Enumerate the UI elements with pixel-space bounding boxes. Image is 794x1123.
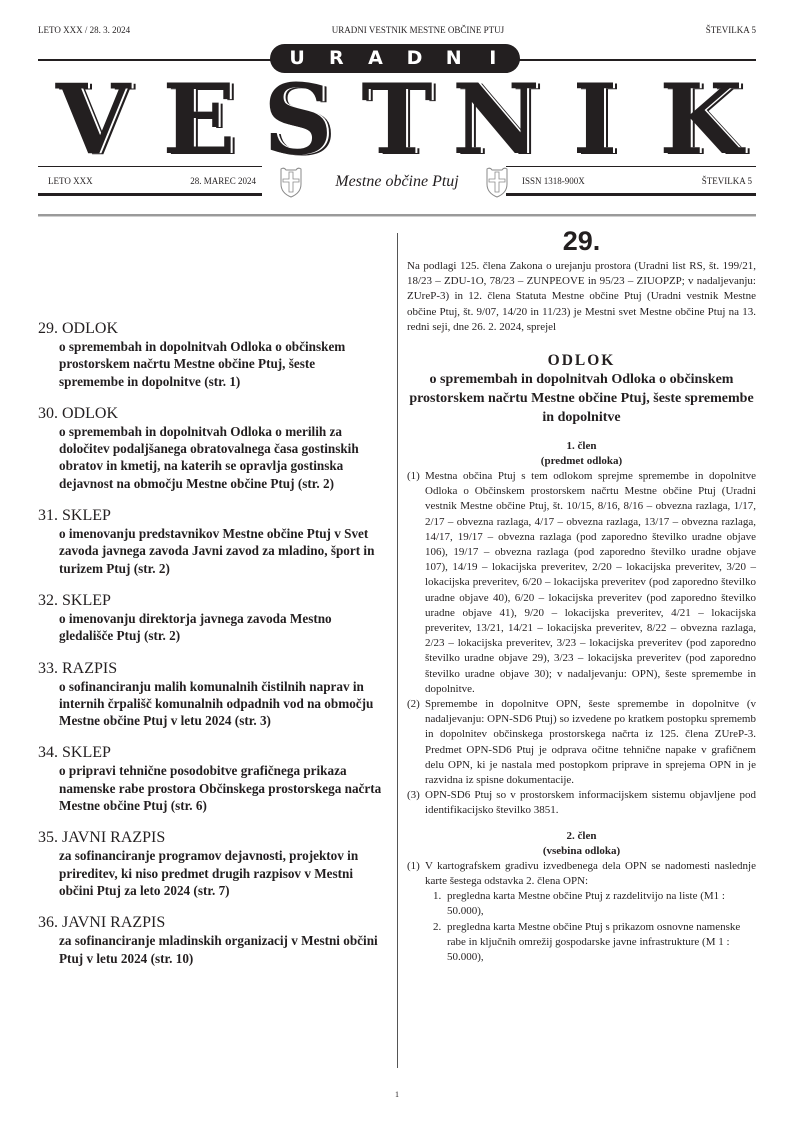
toc-entry-title: 34. SKLEP: [38, 744, 111, 762]
section-heading: [407, 829, 756, 859]
running-header-right: ŠTEVILKA 5: [705, 25, 756, 35]
masthead-rule-right: [516, 59, 756, 61]
paragraph-number: (3): [407, 789, 420, 802]
municipality-name: Mestne občine Ptuj: [335, 173, 459, 190]
article-number: 29.: [562, 226, 601, 256]
toc-entry-description: o pripravi tehnične posodobitve grafičnega prikaza namenske rabe prostora Občinskega prostorskega načrta Mestne občine Ptuj (str. 6): [59, 763, 382, 814]
masthead-letter: D: [406, 47, 423, 69]
toc-entry-description: o sofinanciranju malih komunalnih čistilnih naprav in internih črpališč komunalnih odpadnih vod na območju Mestne občine Ptuj v letu 2024 (str. 3): [59, 678, 374, 729]
section-number: 2. člen: [566, 829, 597, 842]
toc-entry-title: 30. ODLOK: [38, 404, 118, 422]
paragraph-number: (2): [407, 698, 420, 711]
toc-entry[interactable]: [38, 914, 383, 967]
section-subject: (predmet odloka): [540, 455, 623, 468]
decision-subtitle: o spremembah in dopolnitvah Odloka o občinskem prostorskem načrtu Mestne občine Ptuj, šeste spremembe in dopolnitve: [409, 372, 754, 426]
decision-heading: [407, 351, 756, 427]
coat-of-arms-icon: [278, 166, 304, 198]
toc-entry-title: 36. JAVNI RAZPIS: [38, 914, 166, 932]
issue-banner-left-box: [38, 166, 262, 196]
issn: ISSN 1318-900X: [522, 176, 585, 186]
masthead-letter: V: [55, 76, 131, 164]
paragraph-number: (1): [407, 470, 420, 483]
list-item-text: pregledna karta Mestne občine Ptuj z razdelitvijo na liste (M1 : 50.000),: [447, 890, 725, 918]
masthead-letter: U: [289, 47, 305, 69]
column-divider: [397, 233, 398, 1068]
header-divider: [38, 214, 756, 217]
issue-number-label: ŠTEVILKA 5: [701, 176, 752, 186]
masthead-letter: N: [445, 47, 462, 69]
masthead-logo: [38, 40, 756, 164]
paragraph: [407, 469, 756, 697]
paragraph-text: Spremembe in dopolnitve OPN, šeste spremembe in dopolnitve (v nadaljevanju: OPN-SD6 Ptuj) so izvedene po kratkem postopku sprememb in dopolnitev občinskega prostorskega načrta iz 125. člena ZUreP-3. Predmet OPN-SD6 Ptuj je odprava očitne tehnične napake v grafičnem delu OPN, ki je nastala med postopkom priprave in sprejema OPN in je razvidna iz spisne dokumentacije.: [425, 698, 756, 787]
paragraph-text: Mestna občina Ptuj s tem odlokom sprejme spremembe in dopolnitve Odloka o Občinskem prostorskem načrtu Mestne občine Ptuj (Uradni vestnik Mestne občine Ptuj, št. 10/15, 8/16, 8/16 – obvezna razlaga, 1/17, 2/17 – obvezna razlaga, 4/17 – obvezna razlaga, 13/17 – obvezna razlaga, 14/17, 19/17 – obvezna razlaga (pod zaporedno številko uradne objave 106), 19/17 – obvezna razlaga (pod zaporedno številko uradne objave 107), 14/19 – lokacijska preveritev, 2/20 – lokacijska preveritev, 3/20 – lokacijska preveritev, 6/20 – lokacijska preveritev (pod zaporedno številko uradne objave 40), 6/20 – lokacijska preveritev (pod zaporedno številko uradne objave 41), 9/20 – lokacijska preveritev, 4/21 – lokacijska preveritev, 13/21, 14/21 – lokacijska preveritev, 8/22 – obvezna razlaga, 2/23 – lokacijska preveritev, 3/23 – lokacijska preveritev (pod zaporedno številko uradne objave 29), 3/23 – lokacijska preveritev (pod zaporedno številko uradne objave 30); v nadaljevanju: OPN), šeste spremembe in dopolnitve.: [425, 470, 756, 695]
issue-year: LETO XXX: [48, 176, 93, 186]
paragraph: [407, 788, 756, 818]
list-item: [407, 920, 756, 966]
toc-entry-description: o spremembah in dopolnitvah Odloka o občinskem prostorskem načrtu Mestne občine Ptuj, šeste spremembe in dopolnitve (str. 1): [59, 339, 346, 389]
paragraph: [407, 697, 756, 788]
page-number: 1: [395, 1090, 399, 1099]
list-item-number: 1.: [433, 890, 442, 903]
running-header-center: URADNI VESTNIK MESTNE OBČINE PTUJ: [331, 25, 505, 35]
toc-entry-title: 35. JAVNI RAZPIS: [38, 829, 166, 847]
toc-entry-description: za sofinanciranje mladinskih organizacij v Mestni občini Ptuj v letu 2024 (str. 10): [59, 933, 378, 966]
issue-banner: [38, 166, 756, 198]
toc-entry-title: 32. SKLEP: [38, 591, 111, 609]
masthead-vestnik-title: [38, 76, 756, 164]
masthead-letter: A: [368, 47, 383, 69]
masthead-letter: E: [162, 76, 236, 164]
article-column: [407, 226, 756, 965]
table-of-contents: [38, 320, 383, 982]
list-item-text: pregledna karta Mestne občine Ptuj s prikazom osnovne namenske rabe in ključnih omrežij gospodarske javne infrastrukture (M 1 : 50.000),: [447, 920, 741, 963]
toc-entry-title: 33. RAZPIS: [38, 659, 118, 677]
running-header: [38, 24, 756, 36]
running-header-left: LETO XXX / 28. 3. 2024: [38, 25, 131, 35]
paragraph: [407, 859, 756, 889]
masthead-letter: S: [263, 76, 333, 164]
masthead-uradni-banner: [270, 44, 520, 73]
masthead-letter: N: [452, 76, 540, 164]
toc-entry-description: za sofinanciranje programov dejavnosti, projektov in prireditev, ki niso predmet drugih razpisov v Mestni občini Ptuj za leto 2024 (str. 7): [59, 848, 359, 898]
toc-entry[interactable]: [38, 320, 383, 390]
toc-entry[interactable]: [38, 829, 383, 899]
toc-entry[interactable]: [38, 405, 383, 492]
masthead-letter: T: [361, 76, 433, 164]
masthead-letter: I: [489, 47, 497, 69]
section-subject: (vsebina odloka): [542, 844, 621, 857]
decision-title: ODLOK: [547, 352, 616, 370]
toc-entry-title: 29. ODLOK: [38, 320, 118, 337]
list-item-number: 2.: [433, 920, 442, 933]
toc-entry-description: o spremembah in dopolnitvah Odloka o merilih za določitev podaljšanega obratovalnega časa gostinskih obratov in kmetij, na katerih se opravlja gostinska dejavnost na območju Mestne občine Ptuj (str. 2): [59, 423, 359, 491]
masthead-letter: I: [572, 76, 618, 164]
toc-entry-description: o imenovanju direktorja javnega zavoda Mestno gledališče Ptuj (str. 2): [59, 610, 332, 644]
article-preamble: Na podlagi 125. člena Zakona o urejanju prostora (Uradni list RS, št. 199/21, 18/23 – ZDU-1O, 78/23 – ZUNPEOVE in 95/23 – ZIUOPZP; v nadaljevanju: ZUreP-3) in 12. člena Statuta Mestne občine Ptuj (Uradni vestnik Mestne občine Ptuj, št. 9/07, 14/20 in 11/23) je Mestni svet Mestne občine Ptuj na 13. redni seji, dne 26. 2. 2024, sprejel: [407, 260, 756, 333]
toc-entry-title: 31. SKLEP: [38, 507, 111, 525]
section-heading: [407, 439, 756, 469]
list-item: [407, 889, 756, 919]
section-number: 1. člen: [566, 440, 597, 453]
masthead-letter: K: [659, 76, 743, 164]
paragraph-number: (1): [407, 859, 420, 872]
masthead-rule-left: [38, 59, 274, 61]
toc-entry[interactable]: [38, 507, 383, 577]
paragraph-text: OPN-SD6 Ptuj so v prostorskem informacijskem sistemu objavljene pod identifikacijsko številko 3851.: [425, 789, 756, 817]
toc-entry[interactable]: [38, 660, 383, 730]
masthead-letter: R: [328, 47, 344, 69]
issue-date: 28. MAREC 2024: [190, 176, 256, 186]
paragraph-text: V kartografskem gradivu izvedbenega dela OPN se nadomesti naslednje karte šestega odstavka 2. člena OPN:: [425, 859, 756, 887]
toc-entry-description: o imenovanju predstavnikov Mestne občine Ptuj v Svet zavoda javnega zavoda Javni zavod za mladino, šport in turizem Ptuj (str. 2): [59, 526, 375, 576]
issue-banner-right-box: [506, 166, 756, 196]
toc-entry[interactable]: [38, 744, 383, 814]
toc-entry[interactable]: [38, 592, 383, 645]
